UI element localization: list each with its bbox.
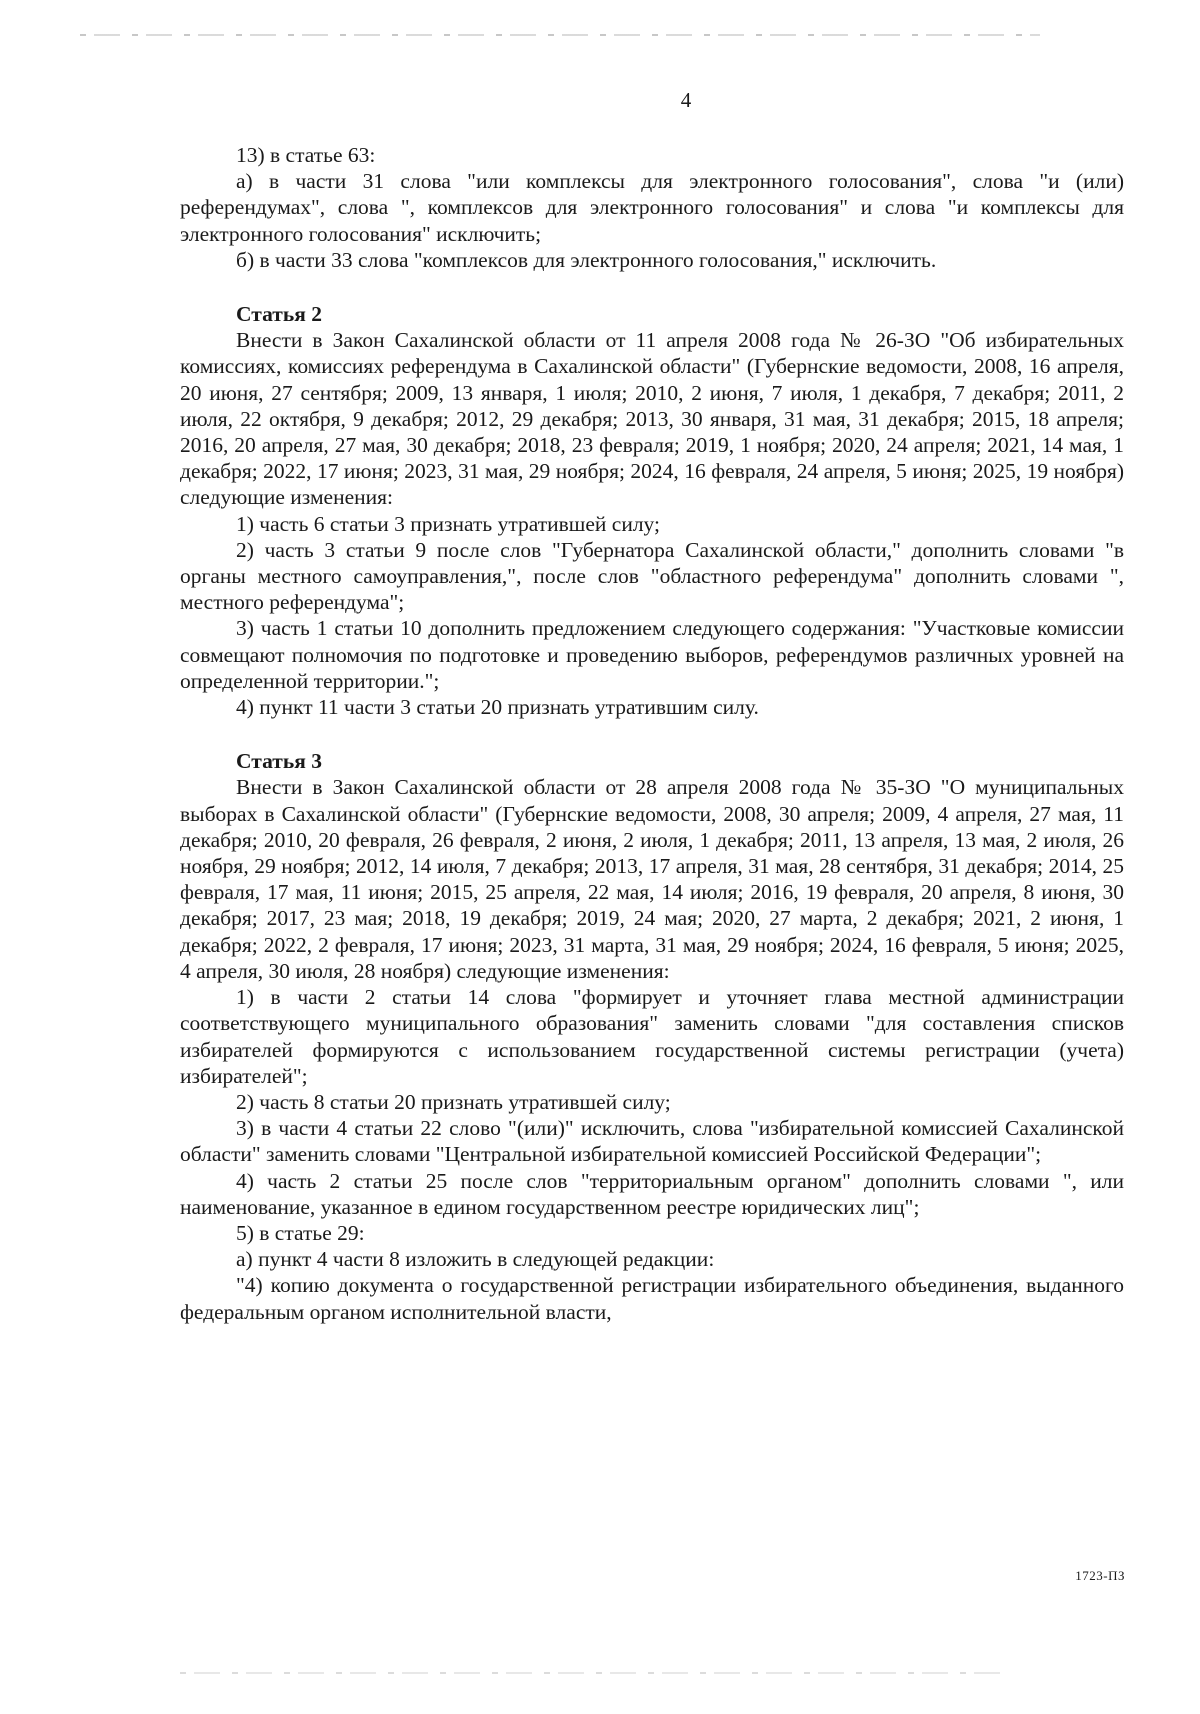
article-heading: Статья 3 (236, 749, 322, 774)
scan-artifact-top (80, 34, 1040, 36)
paragraph: 4) пункт 11 части 3 статьи 20 признать утратившим силу. (236, 695, 759, 720)
paragraph: Внести в Закон Сахалинской области от 11 апреля 2008 года № 26-ЗО "Об избирательных комиссиях, комиссиях референдума в Сахалинской области" (Губернские ведомости, 2008, 16 апреля, 20 июня, 27 сентября; 2009, 13 января, 1 июля; 2010, 2 июня, 7 июля, 1 декабря, 7 декабря; 2011, 2 июля, 22 октября, 9 декабря; 2012, 29 декабря; 2013, 30 января, 31 мая, 31 декабря; 2015, 18 апреля; 2016, 20 апреля, 27 мая, 30 декабря; 2018, 23 февраля; 2019, 1 ноября; 2020, 24 апреля; 2021, 14 мая, 1 декабря; 2022, 17 июня; 2023, 31 мая, 29 ноября; 2024, 16 февраля, 24 апреля, 5 июня; 2025, 19 ноября) следующие изменения: (180, 328, 1124, 510)
document-code: 1723-ПЗ (1075, 1568, 1125, 1583)
paragraph: 1) в части 2 статьи 14 слова "формирует и уточняет глава местной администрации соответствующего муниципального образования" заменить словами "для составления списков избирателей формируются с использованием государственной системы регистрации (учета) избирателей"; (180, 985, 1124, 1088)
paragraph: 13) в статье 63: (236, 143, 376, 167)
paragraph: б) в части 33 слова "комплексов для электронного голосования," исключить. (236, 247, 937, 272)
paragraph: 5) в статье 29: (236, 1220, 365, 1245)
article-heading: Статья 2 (236, 302, 322, 327)
page-number: 4 (680, 88, 692, 112)
paragraph: "4) копию документа о государственной регистрации избирательного объединения, выданного федеральным органом исполнительной власти, (180, 1273, 1124, 1324)
document-body (180, 142, 1124, 1325)
paragraph: а) в части 31 слова "или комплексы для электронного голосования", слова "и (или) референдумах", слова ", комплексов для электронного голосования" и слова "и комплексы для электронного голосования" исключить; (180, 169, 1124, 246)
paragraph: 1) часть 6 статьи 3 признать утратившей силу; (236, 511, 660, 536)
scan-artifact-bottom (180, 1672, 1000, 1674)
paragraph: 3) часть 1 статьи 10 дополнить предложением следующего содержания: "Участковые комиссии совмещают полномочия по подготовке и проведению выборов, референдумов различных уровней на определенной территории."; (180, 616, 1124, 693)
paragraph: 2) часть 8 статьи 20 признать утратившей силу; (236, 1089, 671, 1114)
paragraph: 4) часть 2 статьи 25 после слов "территориальным органом" дополнить словами ", или наименование, указанное в едином государственном реестре юридических лиц"; (180, 1168, 1124, 1219)
paragraph: 2) часть 3 статьи 9 после слов "Губернатора Сахалинской области," дополнить словами "в органы местного самоуправления,", после слов "областного референдума" дополнить словами ", местного референдума"; (180, 537, 1124, 615)
paragraph: 3) в части 4 статьи 22 слово "(или)" исключить, слова "избирательной комиссией Сахалинской области" заменить словами "Центральной избирательной комиссией Российской Федерации"; (180, 1116, 1124, 1167)
paragraph: Внести в Закон Сахалинской области от 28 апреля 2008 года № 35-ЗО "О муниципальных выборах в Сахалинской области" (Губернские ведомости, 2008, 30 апреля; 2009, 4 апреля, 27 мая, 11 декабря; 2010, 20 февраля, 26 февраля, 2 июня, 2 июля, 1 декабря; 2011, 13 апреля, 13 мая, 2 июля, 26 ноября, 29 ноября; 2012, 14 июля, 7 декабря; 2013, 17 апреля, 31 мая, 28 сентября, 31 декабря; 2014, 25 февраля, 17 мая, 11 июня; 2015, 25 апреля, 22 мая, 14 июля; 2016, 19 февраля, 20 апреля, 8 июня, 30 декабря; 2017, 23 мая; 2018, 19 декабря; 2019, 24 мая; 2020, 27 марта, 2 декабря; 2021, 2 июня, 1 декабря; 2022, 2 февраля, 17 июня; 2023, 31 марта, 31 мая, 29 ноября; 2024, 16 февраля, 5 июня; 2025, 4 апреля, 30 июля, 28 ноября) следующие изменения: (180, 775, 1124, 983)
paragraph: а) пункт 4 части 8 изложить в следующей редакции: (236, 1247, 715, 1272)
